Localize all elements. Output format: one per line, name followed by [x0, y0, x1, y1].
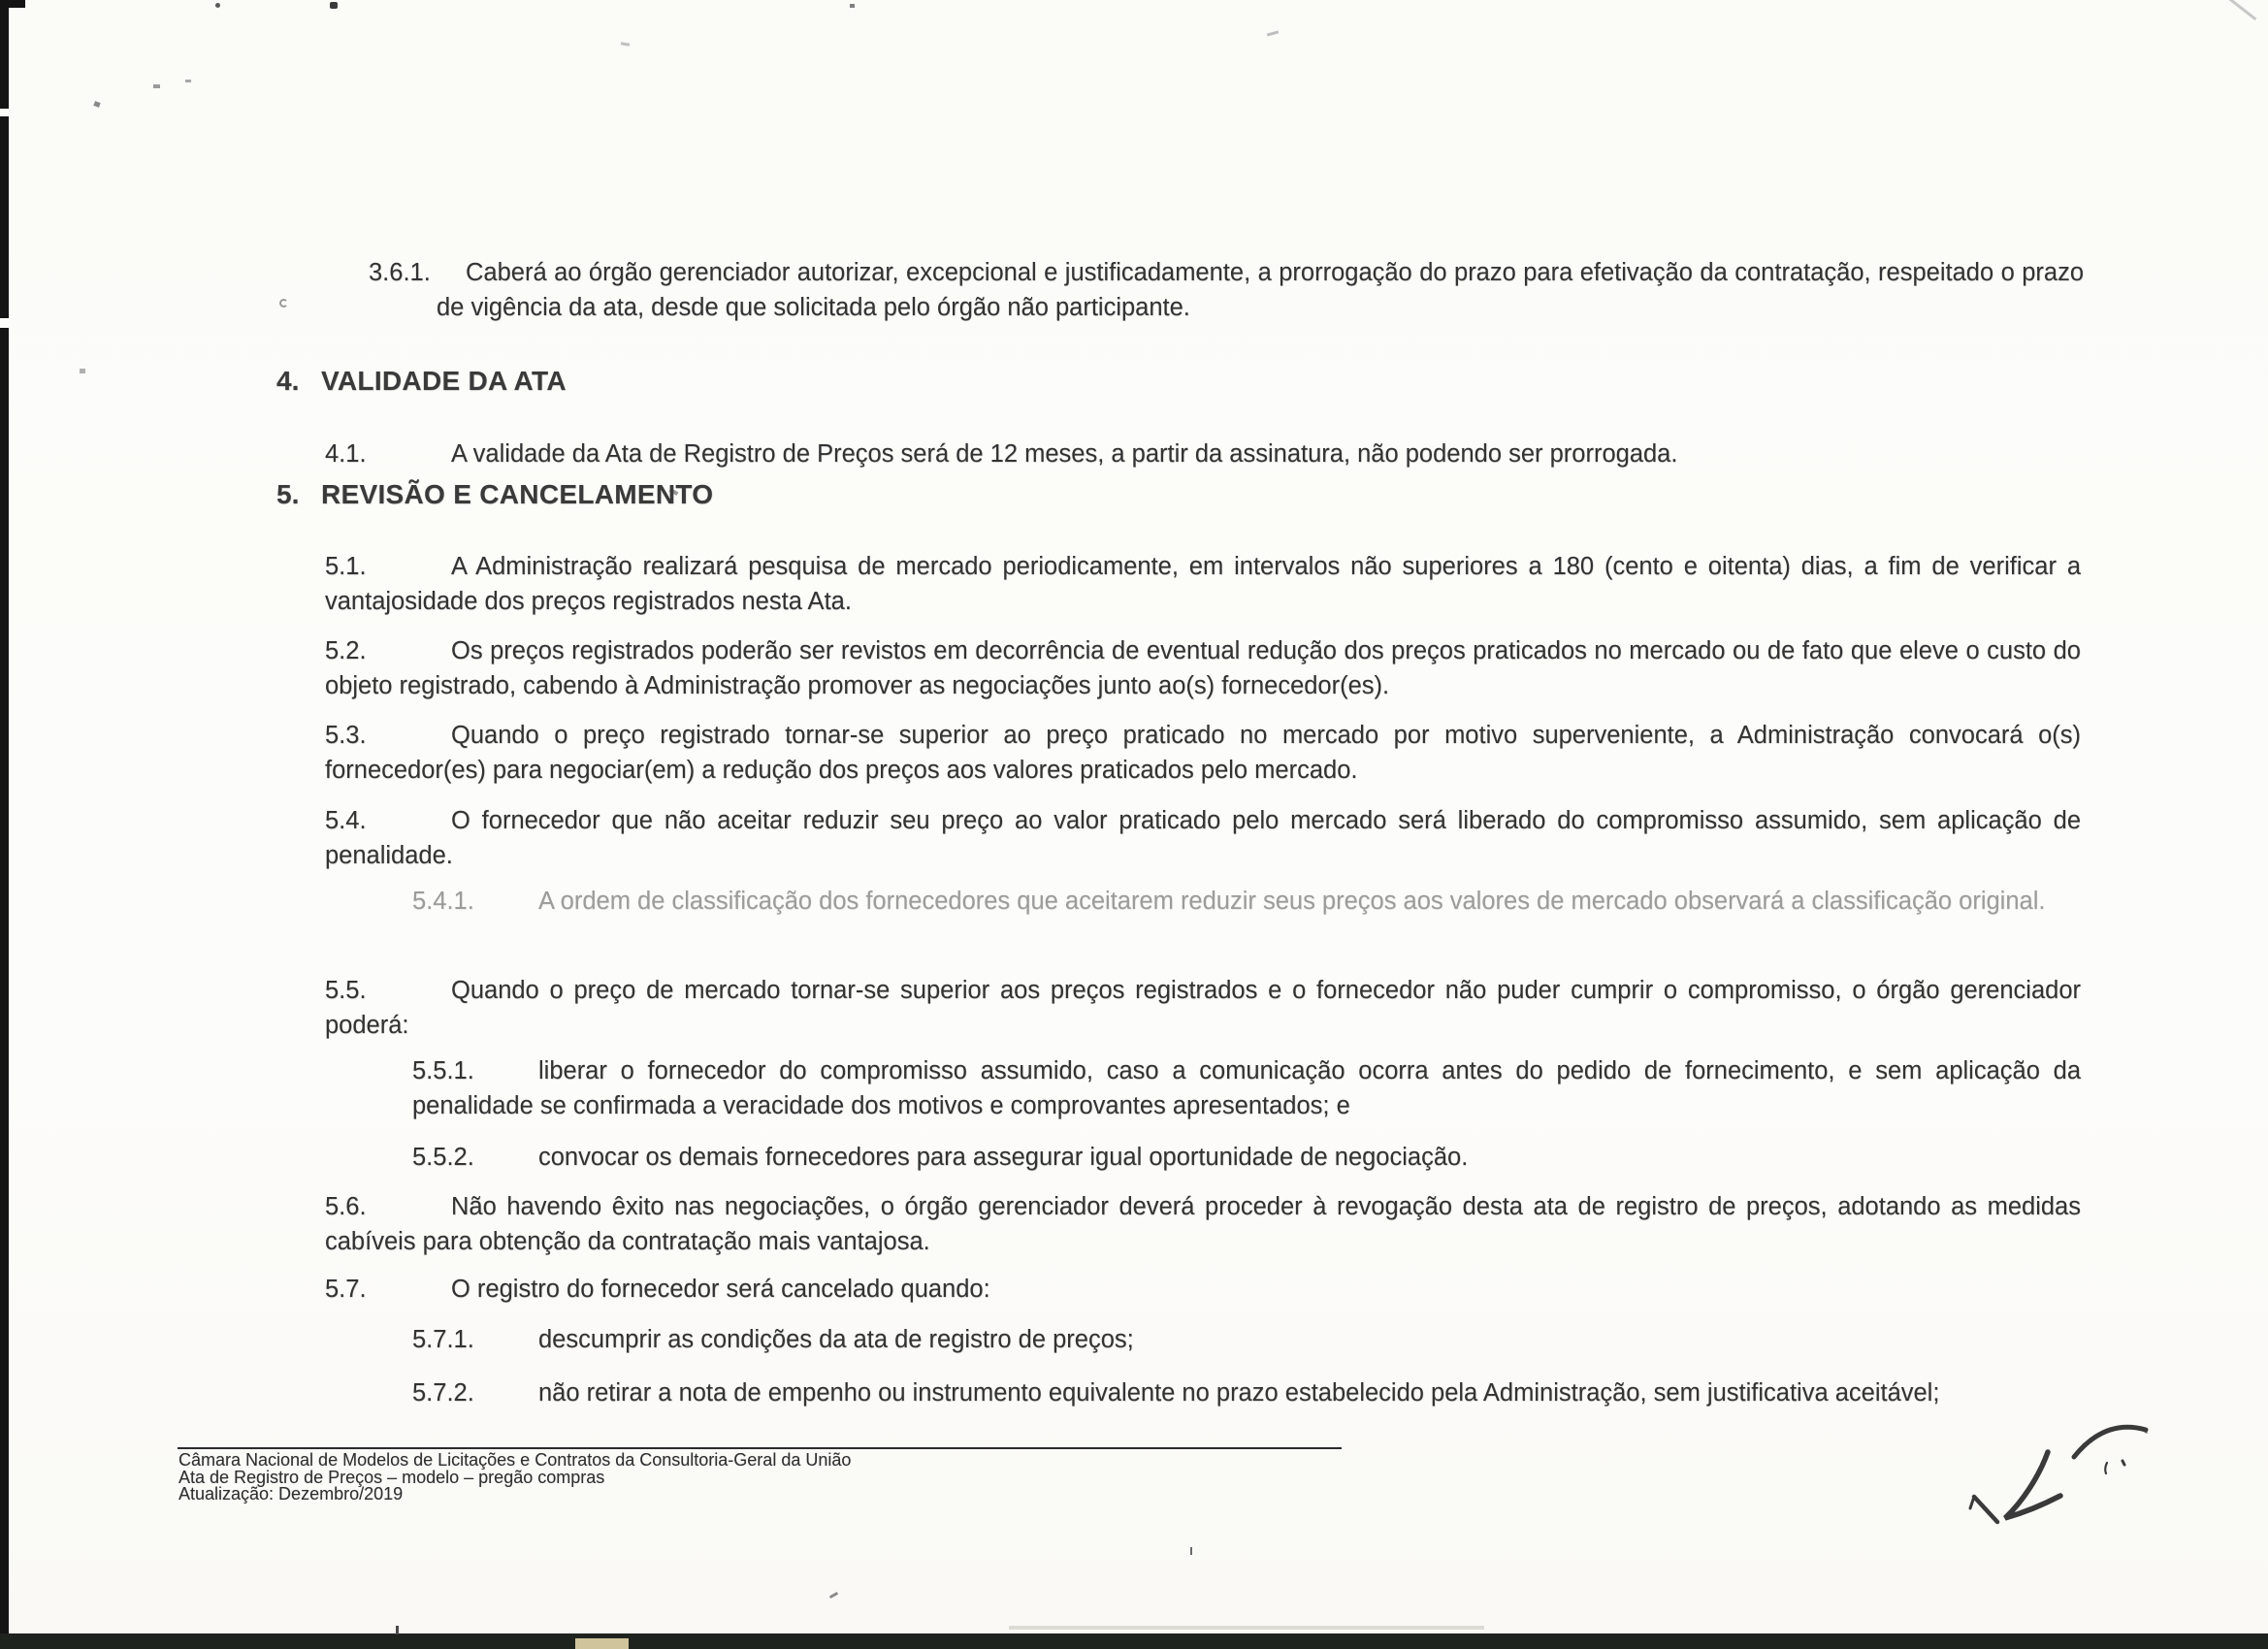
- clause-number: 3.6.1.: [369, 258, 431, 286]
- clause-5-6: [325, 1189, 2081, 1259]
- clause-number: 5.5.: [325, 976, 367, 1004]
- clause-5-3: [325, 718, 2081, 788]
- clause-5-5-2: [412, 1140, 2081, 1175]
- clause-text: A validade da Ata de Registro de Preços será de 12 meses, a partir da assinatura, não podendo ser prorrogada.: [451, 439, 1678, 468]
- clause-text: convocar os demais fornecedores para assegurar igual oportunidade de negociação.: [538, 1143, 1469, 1171]
- clause-number: 5.7.1.: [412, 1325, 474, 1353]
- clause-5-1: [325, 549, 2081, 619]
- clause-text: Não havendo êxito nas negociações, o órgão gerenciador deverá proceder à revogação desta ata de registro de preços, adotando as medidas cabíveis para obtenção da contratação mais vantajosa.: [325, 1192, 2081, 1255]
- clause-5-4: [325, 803, 2081, 873]
- footer-line-3: Atualização: Dezembro/2019: [178, 1484, 404, 1504]
- clause-number: 5.5.1.: [412, 1056, 474, 1084]
- clause-text: O registro do fornecedor será cancelado quando:: [451, 1275, 990, 1303]
- clause-text: não retirar a nota de empenho ou instrumento equivalente no prazo estabelecido pela Administração, sem justificativa aceitável;: [538, 1378, 1940, 1406]
- clause-text: Quando o preço registrado tornar-se superior ao preço praticado no mercado por motivo superveniente, a Administração convocará o(s) fornecedor(es) para negociar(em) a redução dos preços aos valores praticados pelo mercado.: [325, 721, 2081, 784]
- clause-text: O fornecedor que não aceitar reduzir seu preço ao valor praticado pelo mercado será liberado do compromisso assumido, sem aplicação de penalidade.: [325, 806, 2081, 869]
- clause-text: Quando o preço de mercado tornar-se superior aos preços registrados e o fornecedor não puder cumprir o compromisso, o órgão gerenciador poderá:: [325, 976, 2081, 1039]
- handwritten-scribble: [1940, 1397, 2192, 1562]
- clause-number: 5.2.: [325, 636, 367, 664]
- footer-line-1: Câmara Nacional de Modelos de Licitações e Contratos da Consultoria-Geral da União: [178, 1450, 852, 1470]
- clause-text: A ordem de classificação dos fornecedores que aceitarem reduzir seus preços aos valores de mercado observará a classificação original.: [538, 887, 2046, 915]
- scan-speck: [396, 1626, 399, 1634]
- clause-number: 5.4.: [325, 806, 367, 834]
- scan-edge-top: [0, 0, 25, 8]
- clause-text: liberar o fornecedor do compromisso assumido, caso a comunicação ocorra antes do pedido de fornecimento, e sem aplicação da penalidade se confirmada a veracidade dos motivos e comprovantes apresentados; e: [412, 1056, 2081, 1119]
- section-heading-4: [276, 367, 567, 396]
- clause-4-1: [325, 436, 2081, 471]
- scan-smear: [1009, 1626, 1484, 1630]
- scan-speck: [185, 80, 191, 82]
- footer-line-2: Ata de Registro de Preços – modelo – pregão compras: [178, 1467, 605, 1487]
- clause-5-5: [325, 973, 2081, 1043]
- scan-speck: [850, 4, 855, 8]
- page-footer: [178, 1452, 851, 1504]
- clause-number: 5.7.: [325, 1275, 367, 1303]
- scan-edge-notch: [575, 1638, 629, 1649]
- scan-speck: [1190, 1547, 1192, 1555]
- section-heading-5: [276, 480, 713, 509]
- clause-number: 5.4.1.: [412, 887, 474, 915]
- scan-edge-left: [0, 0, 9, 109]
- scan-speck: [2229, 0, 2257, 20]
- scan-edge-left: [0, 116, 9, 318]
- section-title: VALIDADE DA ATA: [321, 366, 567, 396]
- clause-number: 5.3.: [325, 721, 367, 749]
- clause-text: descumprir as condições da ata de registro de preços;: [538, 1325, 1134, 1353]
- scan-edge-left: [0, 328, 9, 1649]
- scan-speck: [215, 3, 220, 8]
- clause-number: 5.1.: [325, 552, 367, 580]
- scan-speck: [80, 369, 85, 373]
- scan-speck: [1267, 30, 1279, 36]
- clause-text: A Administração realizará pesquisa de mercado periodicamente, em intervalos não superiores a 180 (cento e oitenta) dias, a fim de verificar a vantajosidade dos preços registrados nesta Ata.: [325, 552, 2081, 615]
- scan-edge-bottom: [0, 1633, 2268, 1649]
- scan-speck: [93, 101, 100, 108]
- clause-3-6-1: [369, 255, 2084, 325]
- clause-5-5-1: [412, 1053, 2081, 1123]
- clause-5-2: [325, 633, 2081, 703]
- clause-number: 5.7.2.: [412, 1378, 474, 1406]
- scan-speck: [621, 42, 630, 47]
- clause-5-4-1: [412, 884, 2081, 919]
- clause-number: 4.1.: [325, 439, 367, 468]
- clause-number: 5.6.: [325, 1192, 367, 1220]
- clause-number: 5.5.2.: [412, 1143, 474, 1171]
- section-number: 4.: [276, 366, 300, 396]
- clause-5-7-1: [412, 1322, 2081, 1357]
- scan-speck: [279, 299, 288, 307]
- clause-5-7-2: [412, 1375, 2081, 1410]
- scan-speck: [153, 84, 160, 88]
- clause-5-7: [325, 1272, 2081, 1307]
- clause-text: Os preços registrados poderão ser revistos em decorrência de eventual redução dos preços praticados no mercado ou de fato que eleve o custo do objeto registrado, cabendo à Administração promover as negociações junto ao(s) fornecedor(es).: [325, 636, 2081, 699]
- clause-text: Caberá ao órgão gerenciador autorizar, excepcional e justificadamente, a prorrogação do prazo para efetivação da contratação, respeitado o prazo de vigência da ata, desde que solicitada pelo órgão não participante.: [437, 258, 2084, 321]
- section-title: REVISÃO E CANCELAMENTO: [321, 479, 714, 509]
- scan-speck: [330, 2, 338, 9]
- footer-divider: [178, 1447, 1342, 1449]
- section-number: 5.: [276, 479, 300, 509]
- scan-speck: [829, 1592, 838, 1599]
